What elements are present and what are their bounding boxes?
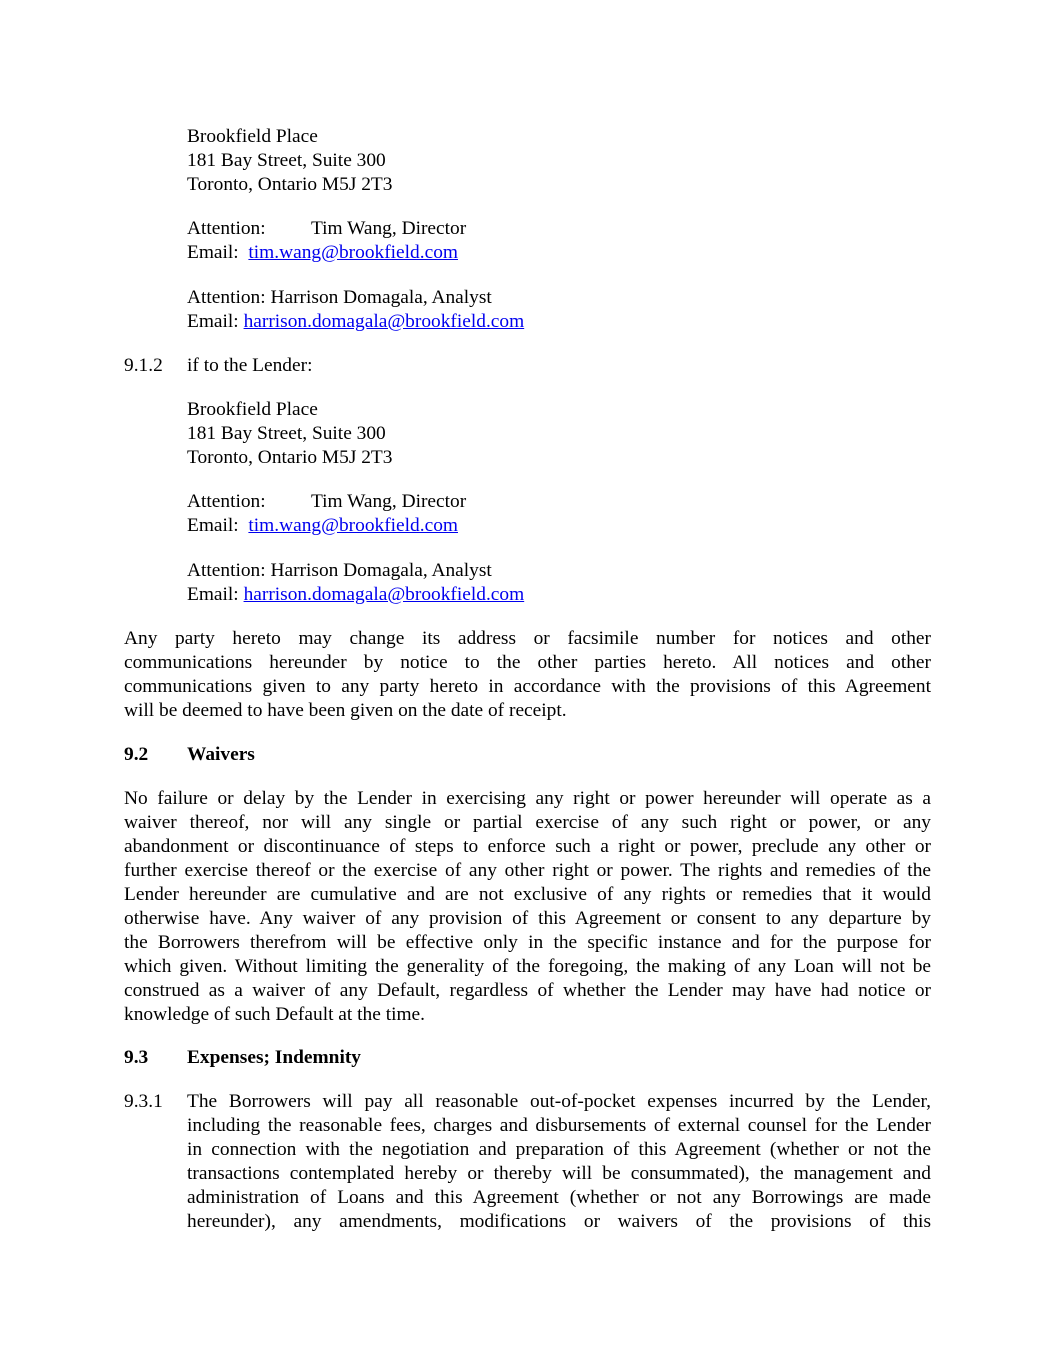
email-label: Email: bbox=[187, 515, 239, 536]
email-label: Email: bbox=[187, 584, 239, 605]
waivers-paragraph: No failure or delay by the Lender in exercising any right or power hereunder will operate as a waiver thereof, nor will any single or partial exercise of any such right or power, or any abandonment or discontinuance of steps to enforce such a right or power, preclude any other or further exercise thereof or the exercise of any other right or power. The rights and remedies of the Lender hereunder are cumulative and are not exclusive of any rights or remedies that it would otherwise have. Any waiver of any provision of this Agreement or consent to any departure by the Borrowers therefrom will be effective only in the specific instance and for the purpose for which given. Without limiting the generality of the foregoing, the making of any Loan will not be construed as a waiver of any Default, regardless of whether the Lender may have had notice or knowledge of such Default at the time. bbox=[124, 788, 931, 1025]
address-line: 181 Bay Street, Suite 300 bbox=[187, 150, 386, 171]
borrower-contact-1 bbox=[187, 217, 466, 265]
attention-text: Attention: Harrison Domagala, Analyst bbox=[187, 287, 492, 308]
address-line: Brookfield Place bbox=[187, 126, 318, 147]
section-number: 9.3 bbox=[124, 1047, 149, 1068]
lender-heading-number: 9.1.2 bbox=[124, 355, 163, 376]
expenses-paragraph: The Borrowers will pay all reasonable out-of-pocket expenses incurred by the Lender, including the reasonable fees, charges and disbursements of external counsel for the Lender in connection with the negotiation and preparation of this Agreement (whether or not the transactions contemplated hereby or thereby will be consummated), the management and administration of Loans and this Agreement (whether or not any Borrowings are made hereunder), any amendments, modifications or waivers of the provisions of this bbox=[187, 1091, 931, 1232]
borrower-contact-2 bbox=[187, 286, 524, 334]
email-label: Email: bbox=[187, 311, 239, 332]
address-line: 181 Bay Street, Suite 300 bbox=[187, 423, 386, 444]
email-link[interactable]: harrison.domagala@brookfield.com bbox=[243, 311, 525, 332]
email-label: Email: bbox=[187, 242, 239, 263]
email-link[interactable]: tim.wang@brookfield.com bbox=[248, 242, 458, 263]
attention-label: Attention: bbox=[187, 491, 266, 512]
address-line: Toronto, Ontario M5J 2T3 bbox=[187, 174, 393, 195]
lender-contact-1 bbox=[187, 490, 466, 538]
subsection-number: 9.3.1 bbox=[124, 1091, 163, 1112]
borrower-address bbox=[187, 125, 392, 197]
section-title: Waivers bbox=[187, 744, 255, 765]
address-line: Toronto, Ontario M5J 2T3 bbox=[187, 447, 393, 468]
lender-heading: if to the Lender: bbox=[187, 355, 313, 376]
attention-text: Attention: Harrison Domagala, Analyst bbox=[187, 560, 492, 581]
address-line: Brookfield Place bbox=[187, 399, 318, 420]
attention-value: Tim Wang, Director bbox=[311, 491, 467, 512]
lender-contact-2 bbox=[187, 559, 524, 607]
section-title: Expenses; Indemnity bbox=[187, 1047, 362, 1068]
notice-paragraph: Any party hereto may change its address or facsimile number for notices and other communications hereunder by notice to the other parties hereto. All notices and other communications given to any party hereto in accordance with the provisions of this Agreement will be deemed to have been given on the date of receipt. bbox=[124, 628, 931, 721]
email-link[interactable]: tim.wang@brookfield.com bbox=[248, 515, 458, 536]
email-link[interactable]: harrison.domagala@brookfield.com bbox=[243, 584, 525, 605]
lender-address bbox=[187, 398, 392, 470]
section-number: 9.2 bbox=[124, 744, 149, 765]
attention-value: Tim Wang, Director bbox=[311, 218, 467, 239]
attention-label: Attention: bbox=[187, 218, 266, 239]
